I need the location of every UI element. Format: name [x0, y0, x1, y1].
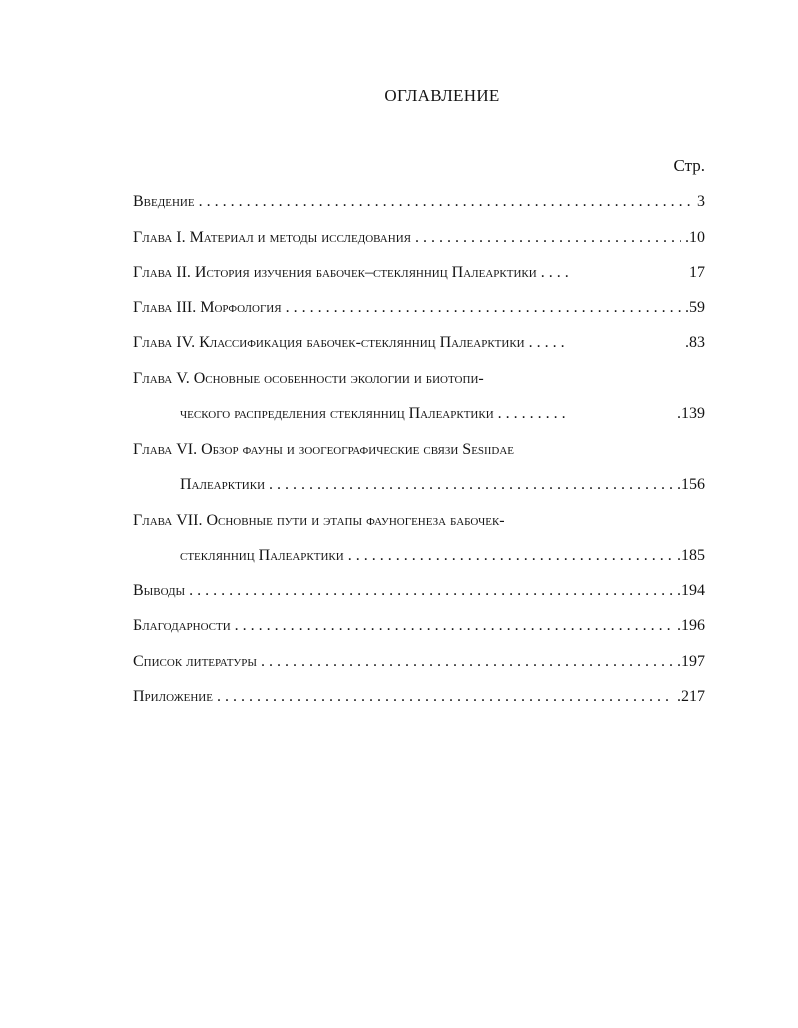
toc-entry-page: .185 — [677, 547, 705, 564]
dot-leader — [348, 545, 673, 567]
toc-entry-acknowledgements — [133, 615, 705, 637]
toc-entry-conclusions — [133, 580, 705, 602]
toc-entry-page: .217 — [677, 688, 705, 705]
toc-entry-page: 17 — [689, 264, 705, 281]
toc-entry-introduction — [133, 191, 705, 213]
dot-leader — [235, 615, 673, 637]
toc-entry-chapter-6-line-1 — [133, 439, 705, 461]
toc-entry-label: Глава VI. Обзор фауны и зоогеографические связи Sesiidae — [133, 441, 514, 458]
toc-entry-page: .194 — [677, 582, 705, 599]
dot-leader — [286, 297, 681, 319]
toc-entry-page: .156 — [677, 476, 705, 493]
dot-leader — [199, 191, 693, 213]
toc-entry-label: Глава V. Основные особенности экологии и биотопи- — [133, 370, 484, 387]
toc-entry-page: .139 — [677, 405, 705, 422]
toc-entry-appendix — [133, 686, 705, 708]
dot-leader — [415, 227, 681, 249]
toc-entry-label: Глава IV. Классификация бабочек-стеклянниц Палеарктики . . . . . — [133, 334, 565, 351]
toc-entry-chapter-5-line-2 — [180, 403, 705, 425]
page-title: ОГЛАВЛЕНИЕ — [384, 86, 500, 105]
toc-entry-chapter-6-line-2 — [180, 474, 705, 496]
toc-entry-chapter-2 — [133, 262, 705, 284]
toc-entry-label: Глава III. Морфология — [133, 299, 282, 316]
toc-entry-label: Глава VII. Основные пути и этапы фауногенеза бабочек- — [133, 512, 505, 529]
toc-entry-label: Глава I. Материал и методы исследования — [133, 229, 411, 246]
toc-entry-chapter-5-line-1 — [133, 368, 705, 390]
toc-entry-label: ческого распределения стеклянниц Палеарктики . . . . . . . . . — [180, 405, 566, 422]
toc-entry-chapter-7-line-1 — [133, 510, 705, 532]
toc-entry-label: стеклянниц Палеарктики — [180, 547, 344, 564]
dot-leader — [261, 651, 673, 673]
toc-entry-label: Выводы — [133, 582, 186, 599]
dot-leader — [189, 580, 673, 602]
toc-entry-label: Список литературы — [133, 653, 257, 670]
toc-entry-references — [133, 651, 705, 673]
dot-leader — [217, 686, 673, 708]
toc-entry-label: Палеарктики — [180, 476, 266, 493]
toc-entry-page: .196 — [677, 617, 705, 634]
toc-entry-page: .10 — [685, 229, 705, 246]
toc-entry-label: Приложение — [133, 688, 213, 705]
toc-entry-page: .197 — [677, 653, 705, 670]
toc-entry-page: .83 — [685, 334, 705, 351]
toc-entry-label: Введение — [133, 193, 195, 210]
toc-entry-chapter-4 — [133, 332, 705, 354]
toc-entry-chapter-3 — [133, 297, 705, 319]
toc-entry-chapter-7-line-2 — [180, 545, 705, 567]
dot-leader — [269, 474, 673, 496]
toc-entry-page: 3 — [697, 193, 705, 210]
toc-entry-label: Глава II. История изучения бабочек–стеклянниц Палеарктики . . . . — [133, 264, 569, 281]
page-column-label: Стр. — [673, 156, 705, 175]
toc-entry-chapter-1 — [133, 227, 705, 249]
toc-entry-page: .59 — [685, 299, 705, 316]
toc-entry-label: Благодарности — [133, 617, 231, 634]
